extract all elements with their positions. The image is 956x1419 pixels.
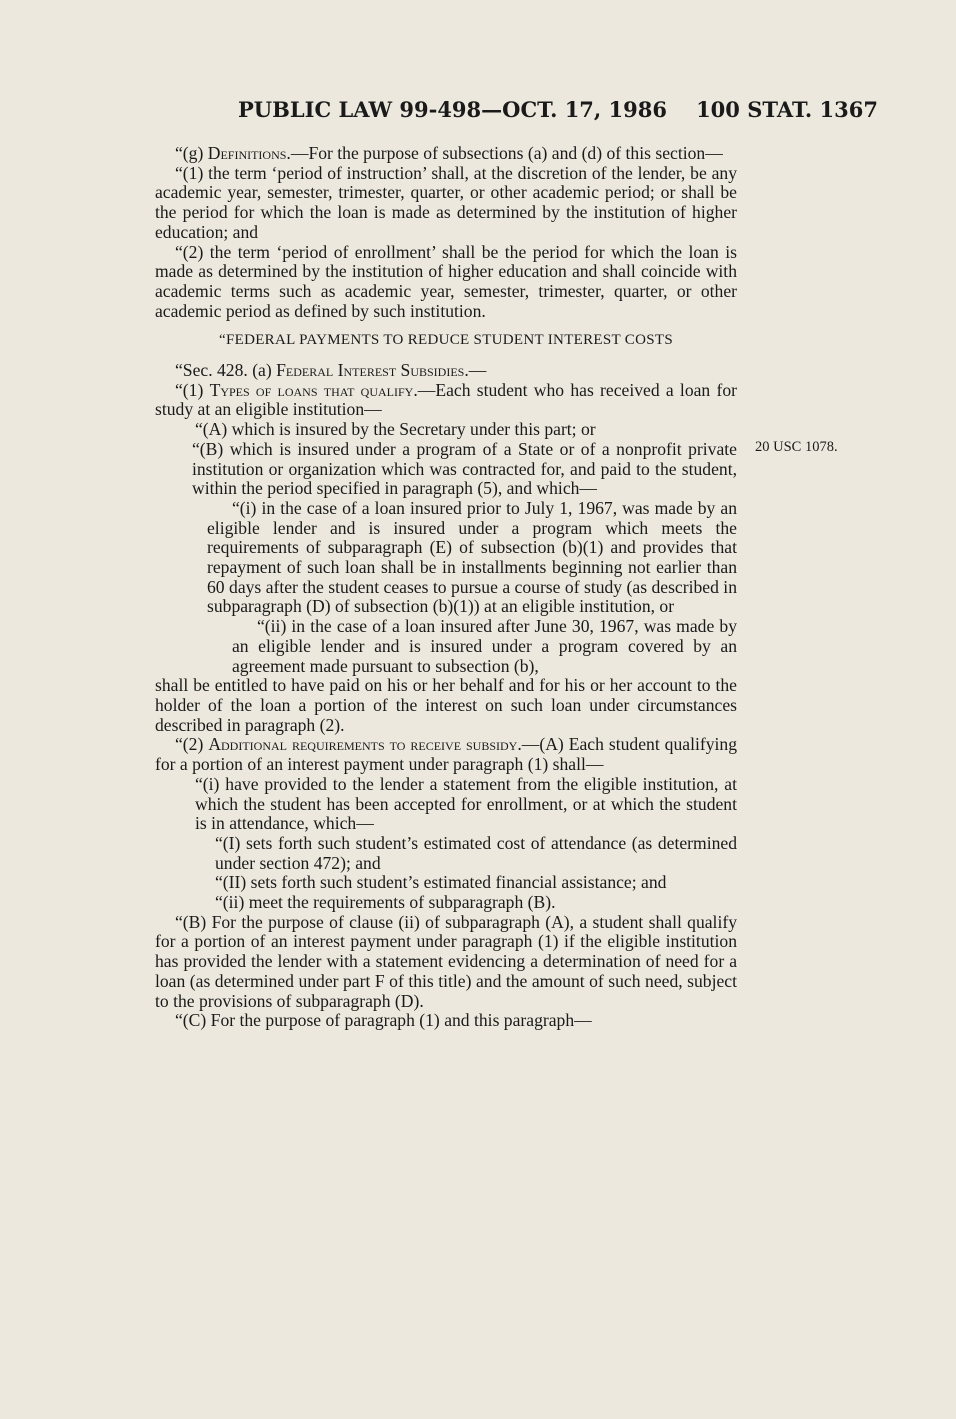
paragraph-a1-close: shall be entitled to have paid on his or her behalf and for his or her account to the holder of the loan a portion of the interest on such loan under circumstances described in paragraph (2). [155,675,737,735]
subclause-a2AiI-text: “(I) sets forth such student’s estimated cost of attendance (as determined under section 472); and [215,832,737,873]
header-public-law: PUBLIC LAW 99-498—OCT. 17, 1986 [238,97,667,122]
clause-a1Bii [155,617,737,676]
paragraph-a2-number: “(2) [175,734,209,755]
clause-a2Aii: “(ii) meet the requirements of subparagraph (B). [215,892,556,913]
section-428-dash: — [468,360,487,381]
paragraph-a1-heading: Types of loans that qualify. [209,379,418,400]
subclause-a2AiI [155,834,737,873]
section-428 [155,361,737,381]
paragraph-a2-text: —(A) Each student qualifying for a portion of an interest payment under paragraph (1) shall— [155,734,737,775]
section-428-number: “Sec. 428. (a) [175,360,277,381]
subclause-a2AiII-text: “(II) sets forth such student’s estimated financial assistance; and [215,872,667,893]
statute-body [155,144,737,1031]
clause-a2Ai [155,775,737,834]
subparagraph-a1A: “(A) which is insured by the Secretary under this part; or [195,419,596,440]
subsection-g-heading: Definitions. [207,143,291,163]
section-heading: “FEDERAL PAYMENTS TO REDUCE STUDENT INTEREST COSTS [219,332,673,349]
paragraph-g2: “(2) the term ‘period of enrollment’ shall be the period for which the loan is made as determined by the institution of higher education and shall coincide with academic terms such as academic year, semester, trimester, quarter, or other academic period as defined by such institution. [155,241,737,321]
subparagraph-a1B-text: “(B) which is insured under a program of a State or of a nonprofit private institution or organization which was contracted for, and paid to the student, within the period specified in paragraph (5), and which— [192,438,737,499]
paragraph-g1: “(1) the term ‘period of instruction’ shall, at the discretion of the lender, be any academic year, semester, trimester, quarter, or other academic period; or shall be the period for which the loan is made as determined by the institution of higher education; and [155,162,737,242]
header-stat-page: 100 STAT. 1367 [696,97,878,122]
clause-a1Bii-text: “(ii) in the case of a loan insured after June 30, 1967, was made by an eligible lender and is insured under a program covered by an agreement made pursuant to subsection (b), [232,616,737,676]
page-header [238,97,878,127]
clause-a1Bi-text: “(i) in the case of a loan insured prior to July 1, 1967, was made by an eligible lender and is insured under a program which meets the requirements of subparagraph (E) of subsection (b)(1) and provides that repayment of such loan shall be in installments beginning not earlier than 60 days after the student ceases to pursue a course of study (as described in subparagraph (D) of subsection (b)(1)) at an eligible institution, or [207,497,737,617]
subsection-g-text: —For the purpose of subsections (a) and (d) of this section— [290,143,723,163]
paragraph-a1-number: “(1) [175,379,210,400]
paragraph-a1 [155,381,737,420]
clause-a1Bi [155,499,737,617]
subclause-a2AiII [155,873,737,893]
paragraph-a2-heading: Additional requirements to receive subsidy. [208,734,522,755]
subsection-g-number: “(g) [175,143,208,163]
paragraph-a1-text: —Each student who has received a loan for study at an eligible institution— [155,379,737,420]
subparagraph-a2C: “(C) For the purpose of paragraph (1) and this paragraph— [175,1010,592,1031]
paragraph-a2 [155,735,737,774]
subparagraph-a1B [155,440,737,499]
section-428-heading: Federal Interest Subsidies. [276,360,469,381]
subparagraph-a2B: “(B) For the purpose of clause (ii) of subparagraph (A), a student shall qualify for a portion of an interest payment under paragraph (1) if the eligible institution has provided the lender with a statement evidencing a determination of need for a loan (as determined under part F of this title) and the amount of such need, subject to the provisions of subparagraph (D). [155,911,737,1011]
clause-a2Ai-text: “(i) have provided to the lender a statement from the eligible institution, at which the student has been accepted for enrollment, or at which the student is in attendance, which— [195,773,737,834]
subsection-g [155,144,737,164]
margin-citation: 20 USC 1078. [755,439,838,455]
